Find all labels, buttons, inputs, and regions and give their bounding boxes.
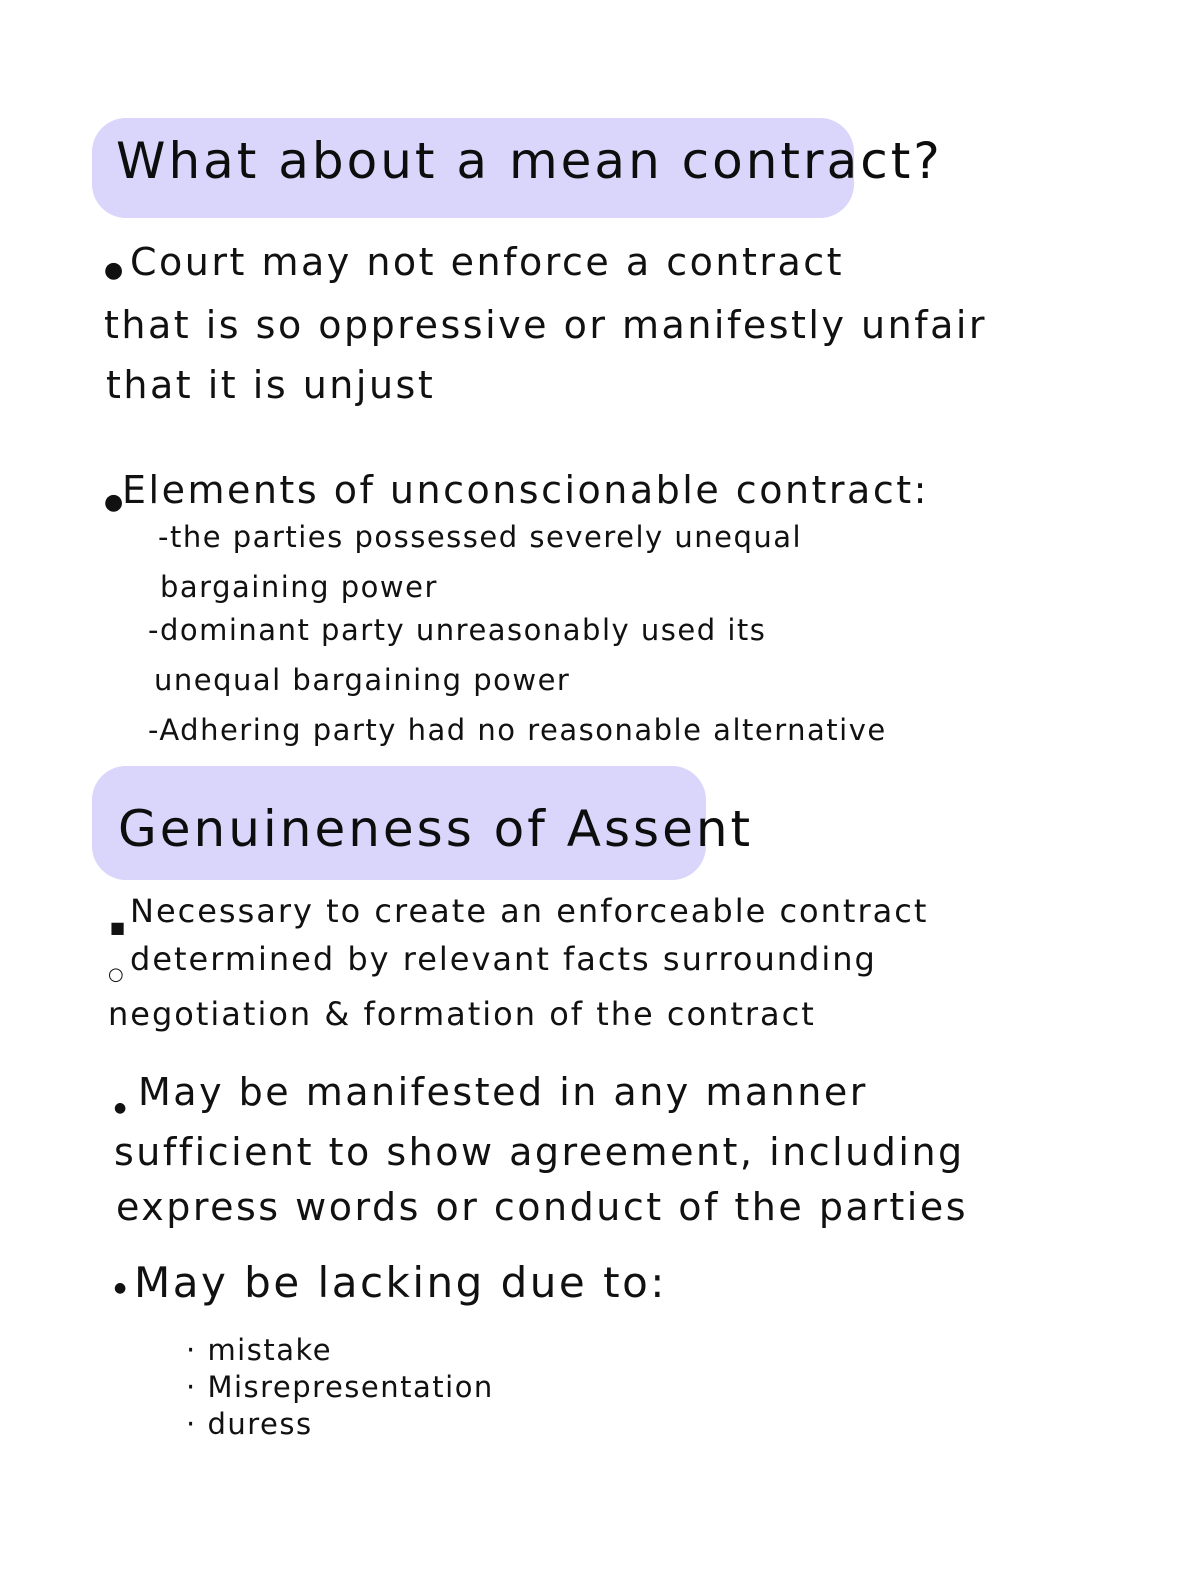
text-line: that is so oppressive or manifestly unfair xyxy=(104,303,988,347)
sub-item-line: unequal bargaining power xyxy=(154,663,571,697)
text-line: May be manifested in any manner xyxy=(138,1070,868,1114)
sub-item-line xyxy=(186,1407,313,1441)
sub-item-line: -the parties possessed severely unequal xyxy=(158,520,803,554)
bullet-dot: ● xyxy=(114,1280,127,1296)
sub-item-line: -dominant party unreasonably used its xyxy=(148,613,767,647)
bullet-dot: ● xyxy=(104,258,124,283)
sub-bullet: · xyxy=(186,1370,197,1404)
sub-item-line xyxy=(186,1370,494,1404)
section-heading-mean-contract: What about a mean contract? xyxy=(116,132,943,190)
text-line: Necessary to create an enforceable contract xyxy=(130,892,929,930)
sub-bullet: · xyxy=(186,1407,197,1441)
sub-item-mistake: mistake xyxy=(207,1333,333,1367)
section-heading-genuineness: Genuineness of Assent xyxy=(118,800,754,858)
sub-item-line: bargaining power xyxy=(160,570,438,604)
text-line: sufficient to show agreement, including xyxy=(114,1130,965,1174)
sub-bullet: · xyxy=(186,1333,197,1367)
text-line: Elements of unconscionable contract: xyxy=(122,468,929,512)
text-line: Court may not enforce a contract xyxy=(130,240,845,284)
sub-item-line: -Adhering party had no reasonable alternative xyxy=(148,713,887,747)
bullet-dot: ○ xyxy=(108,964,124,985)
sub-item-duress: duress xyxy=(207,1407,313,1441)
bullet-dot: ● xyxy=(114,1100,127,1116)
sub-item-misrepresentation: Misrepresentation xyxy=(207,1370,494,1404)
text-line: May be lacking due to: xyxy=(134,1258,667,1307)
text-line: that it is unjust xyxy=(106,363,436,407)
bullet-dot: ● xyxy=(104,490,124,515)
text-line: determined by relevant facts surrounding xyxy=(130,940,877,978)
text-line: negotiation & formation of the contract xyxy=(108,995,816,1033)
bullet-dot: ■ xyxy=(110,918,126,937)
text-line: express words or conduct of the parties xyxy=(116,1185,969,1229)
sub-item-line xyxy=(186,1333,332,1367)
